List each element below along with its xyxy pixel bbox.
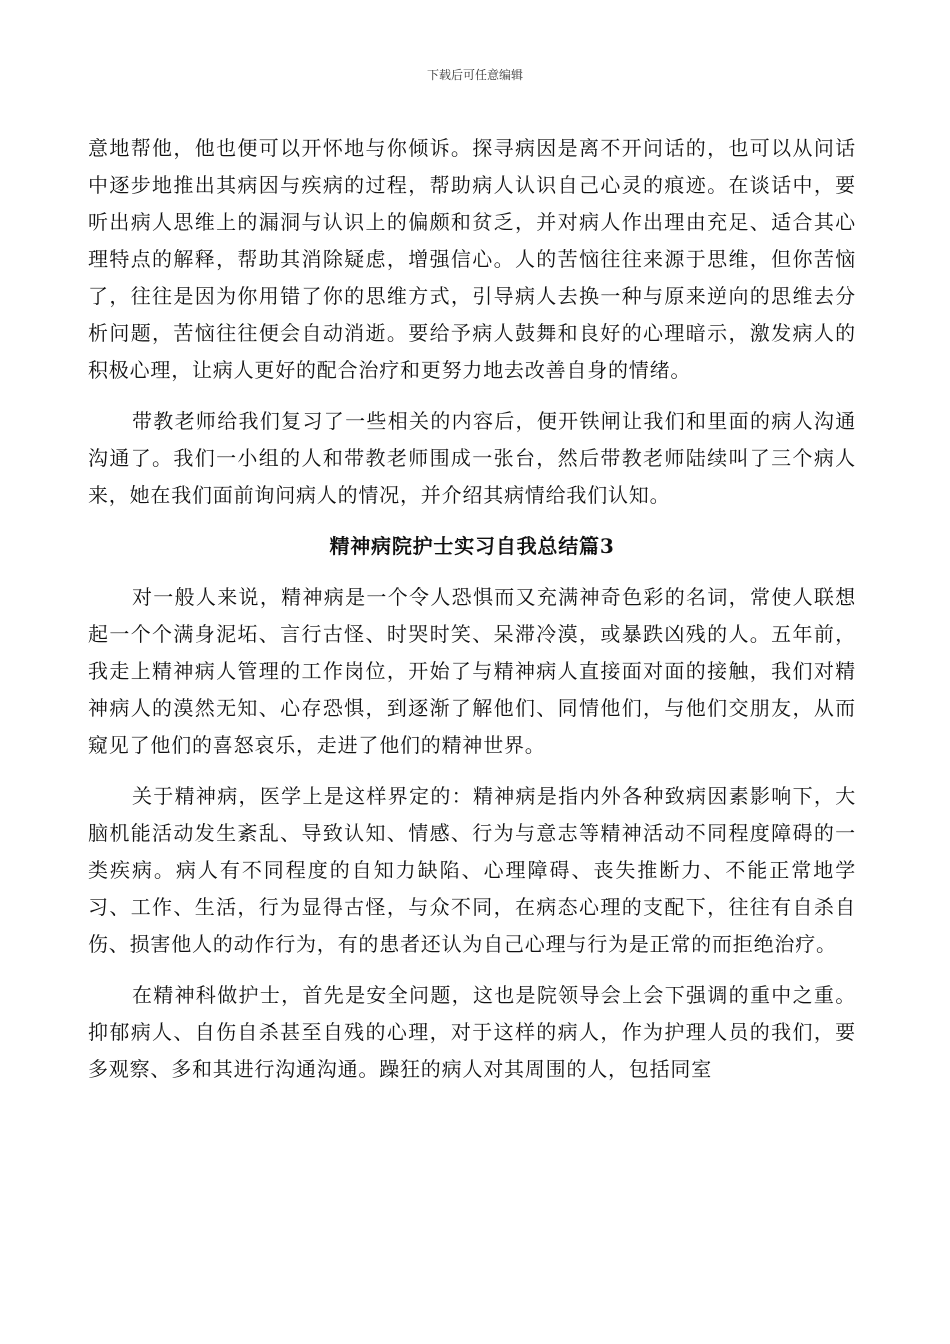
- body-paragraph: 关于精神病，医学上是这样界定的：精神病是指内外各种致病因素影响下，大脑机能活动发生紊乱、导致认知、情感、行为与意志等精神活动不同程度障碍的一类疾病。病人有不同程度的自知力缺陷、心理障碍、丧失推断力、不能正常地学习、工作、生活，行为显得古怪，与众不同，在病态心理的支配下，往往有自杀自伤、损害他人的动作行为，有的患者还认为自己心理与行为是正常的而拒绝治疗。: [88, 784, 856, 956]
- page-header: 下载后可任意编辑: [426, 68, 523, 82]
- section-title: 精神病院护士实习自我总结篇3: [329, 534, 615, 558]
- body-paragraph: 带教老师给我们复习了一些相关的内容后，便开铁闸让我们和里面的病人沟通沟通了。我们一小组的人和带教老师围成一张台，然后带教老师陆续叫了三个病人来，她在我们面前询问病人的情况，并介绍其病情给我们认知。: [88, 409, 856, 507]
- body-paragraph: 意地帮他，他也便可以开怀地与你倾诉。探寻病因是离不开问话的，也可以从问话中逐步地推出其病因与疾病的过程，帮助病人认识自己心灵的痕迹。在谈话中，要听出病人思维上的漏洞与认识上的偏颇和贫乏，并对病人作出理由充足、适合其心理特点的解释，帮助其消除疑虑，增强信心。人的苦恼往往来源于思维，但你苦恼了，往往是因为你用错了你的思维方式，引导病人去换一种与原来逆向的思维去分析问题，苦恼往往便会自动消逝。要给予病人鼓舞和良好的心理暗示，激发病人的积极心理，让病人更好的配合治疗和更努力地去改善自身的情绪。: [88, 136, 856, 382]
- body-paragraph: 对一般人来说，精神病是一个令人恐惧而又充满神奇色彩的名词，常使人联想起一个个满身泥坧、言行古怪、时哭时笑、呆滞冷漠，或暴跌凶残的人。五年前，我走上精神病人管理的工作岗位，开始了与精神病人直接面对面的接触，我们对精神病人的漠然无知、心存恐惧，到逐渐了解他们、同情他们，与他们交朋友，从而窥见了他们的喜怒哀乐，走进了他们的精神世界。: [88, 585, 856, 757]
- body-paragraph: 在精神科做护士，首先是安全问题，这也是院领导会上会下强调的重中之重。抑郁病人、自伤自杀甚至自残的心理，对于这样的病人，作为护理人员的我们，要多观察、多和其进行沟通沟通。躁狂的病人对其周围的人，包括同室: [88, 983, 856, 1081]
- document-body: [88, 130, 856, 1102]
